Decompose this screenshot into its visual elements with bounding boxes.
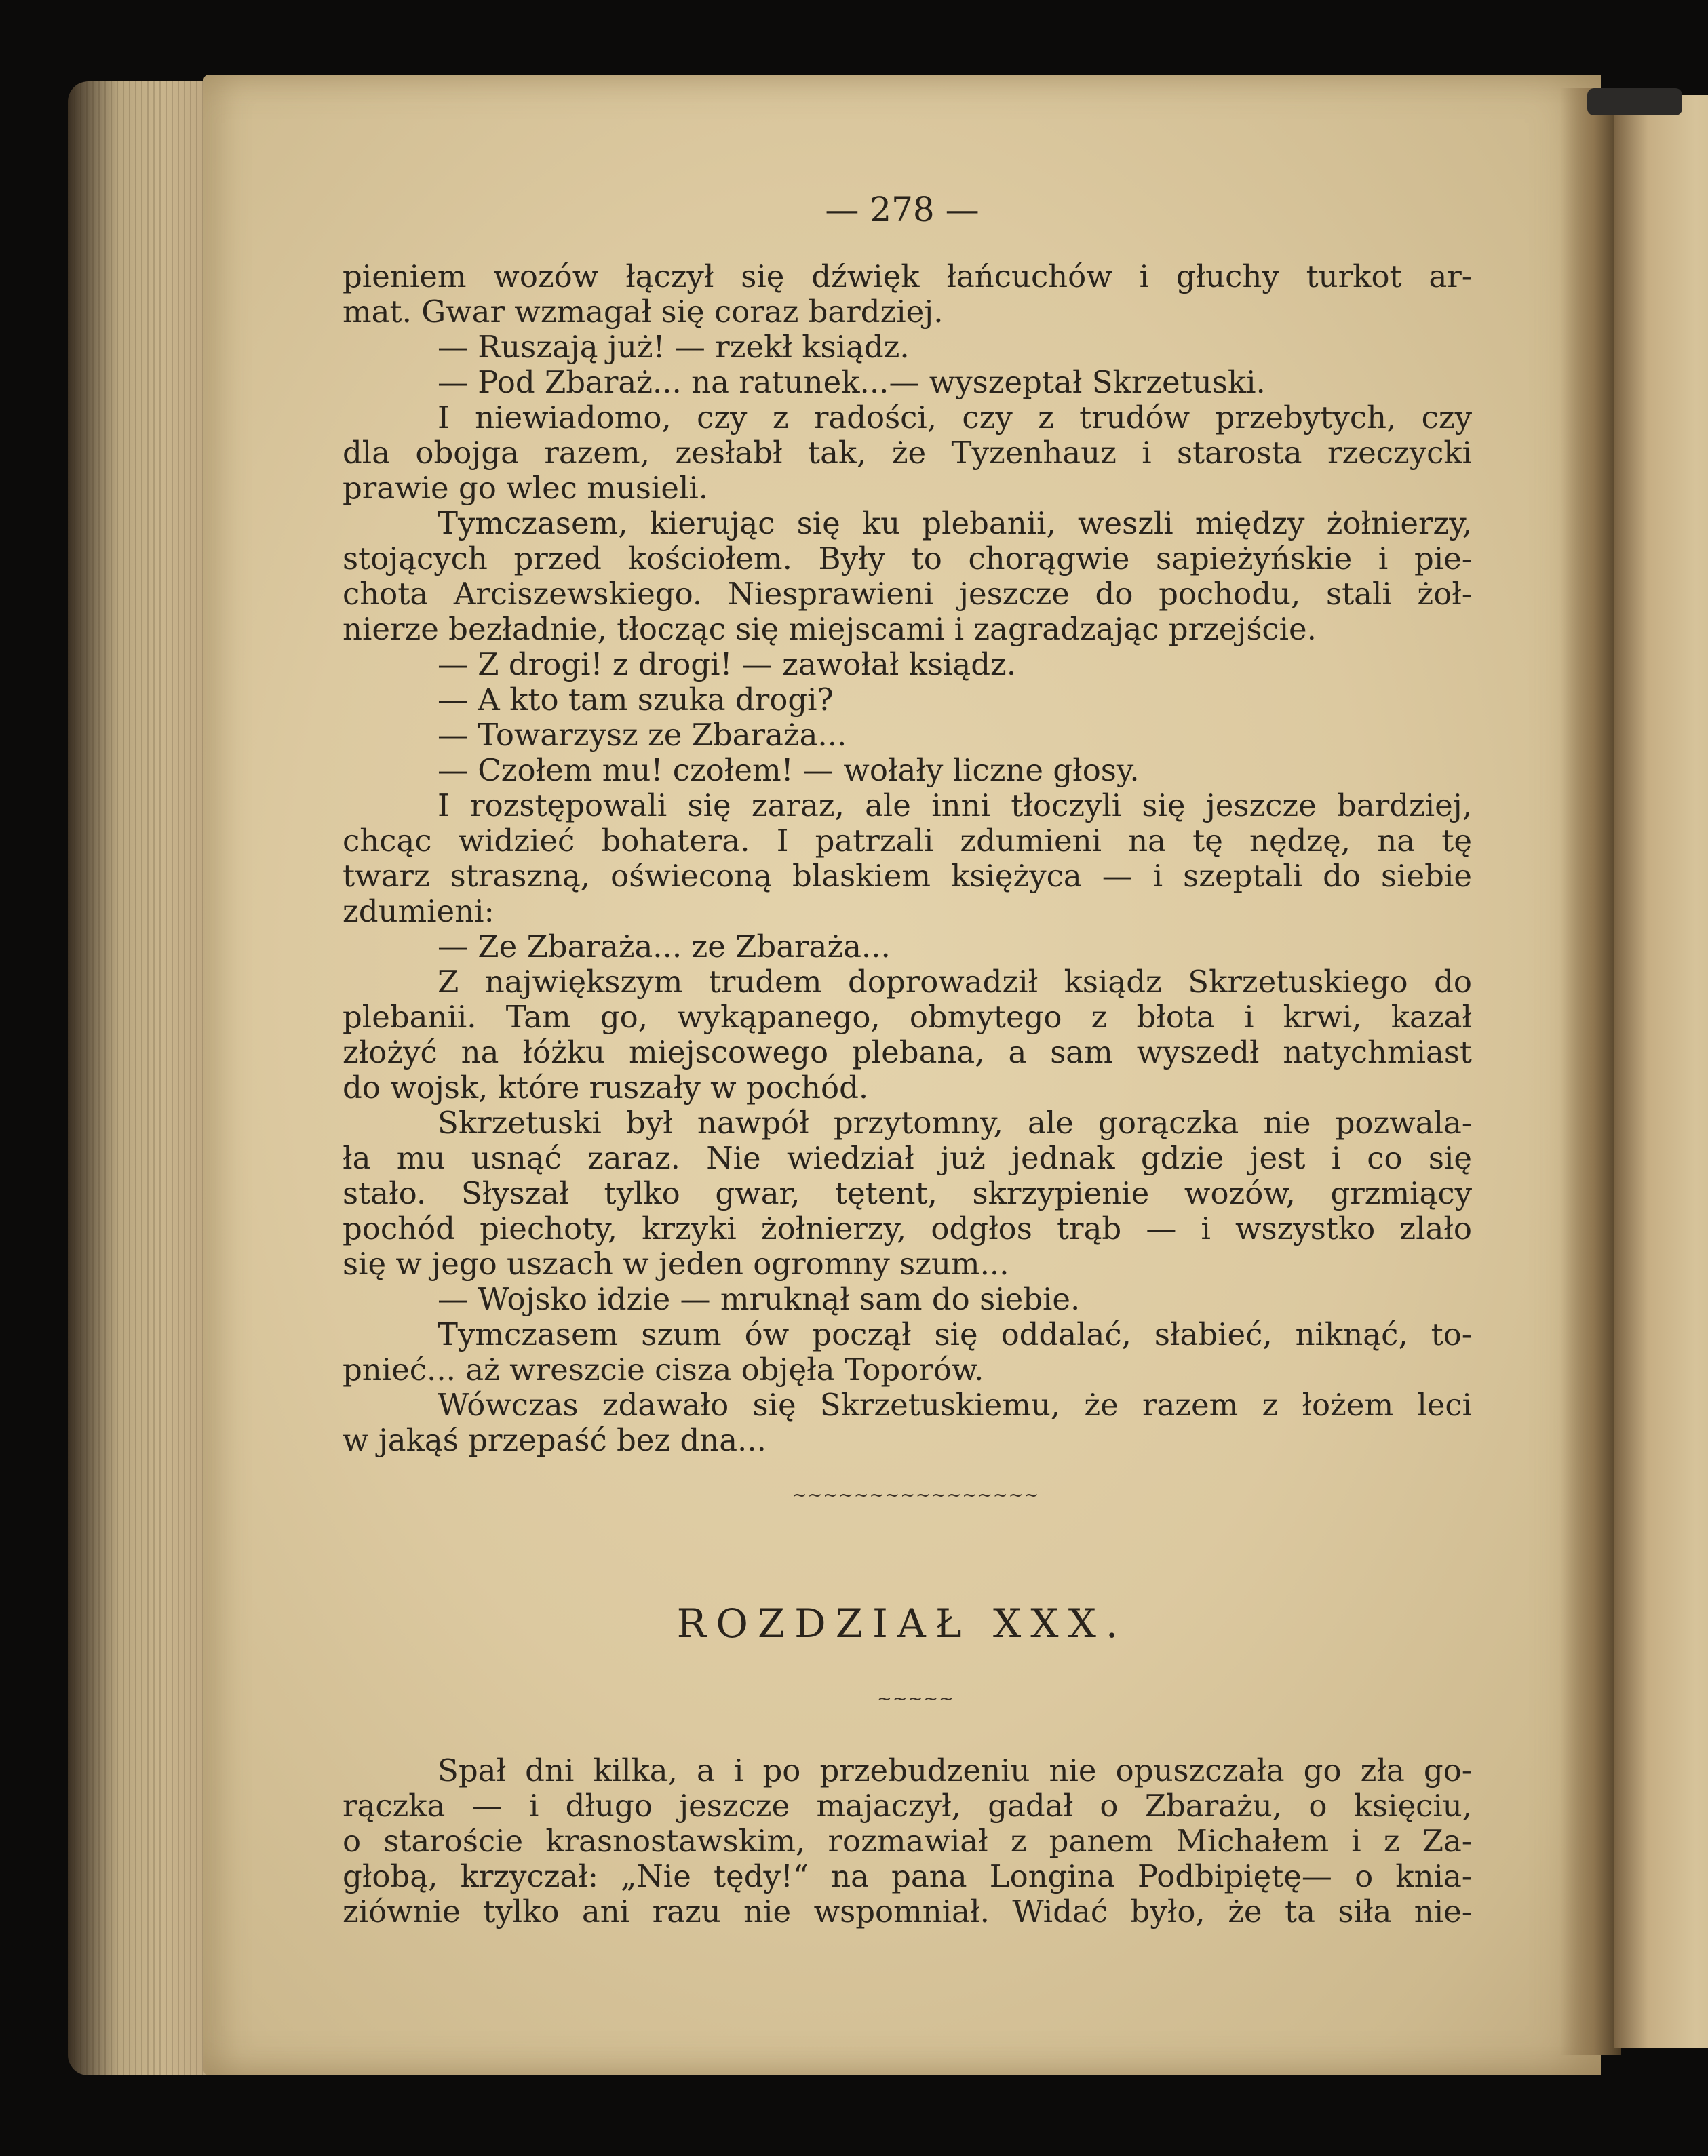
text-line: do wojsk, które ruszały w pochód. [343,1070,869,1105]
text-line: I niewiadomo, czy z radości, czy z trudów przebytych, czy [438,399,1472,435]
text-line: stojących przed kościołem. Były to chorągwie sapieżyńskie i pie- [343,541,1472,576]
text-line: Spał dni kilka, a i po przebudzeniu nie opuszczała go zła go- [438,1752,1472,1788]
text-line: o staroście krasnostawskim, rozmawiał z panem Michałem i z Za- [343,1823,1472,1859]
text-line: stało. Słyszał tylko gwar, tętent, skrzypienie wozów, grzmiący [343,1175,1472,1211]
text-line: ła mu usnąć zaraz. Nie wiedział już jednak gdzie jest i co się [343,1140,1472,1176]
text-line: pnieć... aż wreszcie cisza objęła Toporów. [343,1352,984,1388]
text-line: rączka — i długo jeszcze majaczył, gadał o Zbarażu, o księciu, [343,1788,1472,1824]
text-line: Z największym trudem doprowadził ksiądz Skrzetuskiego do [438,964,1472,1000]
ornament-divider: ~~~~~~~~~~~~~~~~ [792,1485,1040,1506]
text-line: — Wojsko idzie — mruknął sam do siebie. [438,1281,1081,1317]
text-line: — Ze Zbaraża... ze Zbaraża... [438,928,891,964]
text-line: — Czołem mu! czołem! — wołały liczne głosy. [438,752,1140,788]
text-line: w jakąś przepaść bez dna... [343,1422,766,1458]
text-line: chcąc widzieć bohatera. I patrzali zdumieni na tę nędzę, na tę [343,823,1472,859]
text-line: ziównie tylko ani razu nie wspomniał. Widać było, że ta siła nie- [343,1894,1472,1929]
text-line: — A kto tam szuka drogi? [438,682,834,718]
text-line: dla obojga razem, zesłabł tak, że Tyzenhauz i starosta rzeczycki [343,435,1472,471]
text-line: — Ruszają już! — rzekł ksiądz. [438,329,910,365]
text-line: plebanii. Tam go, wykąpanego, obmytego z błota i krwi, kazał [343,999,1472,1035]
page-gutter [1560,88,1621,2055]
text-line: — Z drogi! z drogi! — zawołał ksiądz. [438,646,1017,682]
text-line: pieniem wozów łączył się dźwięk łańcuchów i głuchy turkot ar- [343,258,1472,294]
text-line: się w jego uszach w jeden ogromny szum... [343,1246,1009,1282]
text-line: mat. Gwar wzmagał się coraz bardziej. [343,294,944,330]
text-line: Wówczas zdawało się Skrzetuskiemu, że razem z łożem leci [438,1387,1472,1423]
text-line: Skrzetuski był nawpół przytomny, ale gorączka nie pozwala- [438,1105,1472,1141]
text-line: zdumieni: [343,893,494,929]
text-line: — Pod Zbaraż... na ratunek...— wyszeptał Skrzetuski. [438,364,1266,400]
facing-page-edge [1614,95,1708,2048]
page-number: — 278 — [825,190,979,229]
binding-strip [1587,88,1682,115]
ornament-small: ~~~~~ [877,1689,954,1709]
text-line: Tymczasem szum ów począł się oddalać, słabieć, niknąć, to- [438,1316,1472,1352]
text-line: twarz straszną, oświeconą blaskiem księżyca — i szeptali do siebie [343,858,1472,894]
text-line: nierze bezładnie, tłocząc się miejscami i zagradzając przejście. [343,611,1317,647]
text-line: prawie go wlec musieli. [343,470,709,506]
text-line: I rozstępowali się zaraz, ale inni tłoczyli się jeszcze bardziej, [438,787,1472,823]
chapter-title: ROZDZIAŁ XXX. [676,1601,1128,1647]
text-line: — Towarzysz ze Zbaraża... [438,717,847,753]
text-line: Tymczasem, kierując się ku plebanii, weszli między żołnierzy, [438,505,1472,541]
text-line: pochód piechoty, krzyki żołnierzy, odgłos trąb — i wszystko zlało [343,1211,1472,1247]
text-line: głobą, krzyczał: „Nie tędy!“ na pana Longina Podbipiętę— o knia- [343,1858,1472,1894]
text-line: złożyć na łóżku miejscowego plebana, a sam wyszedł natychmiast [343,1034,1472,1070]
text-line: chota Arciszewskiego. Niesprawieni jeszcze do pochodu, stali żoł- [343,576,1472,612]
